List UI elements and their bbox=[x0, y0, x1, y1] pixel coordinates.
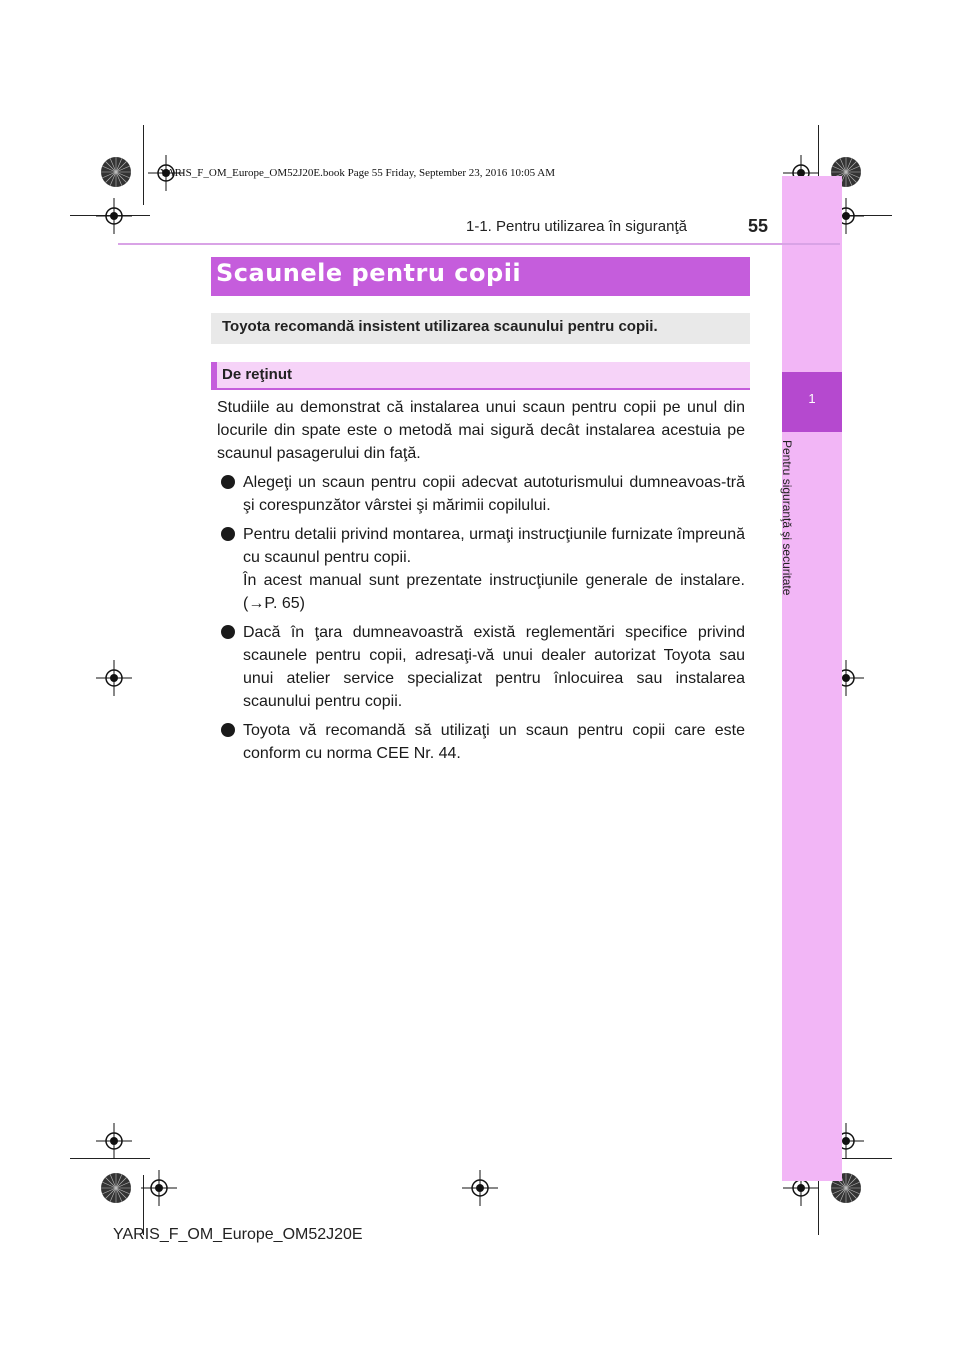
list-item bbox=[217, 471, 745, 517]
print-header: YARIS_F_OM_Europe_OM52J20E.book Page 55 Friday, September 23, 2016 10:05 AM bbox=[160, 167, 555, 179]
page-number: 55 bbox=[748, 216, 769, 236]
bullet-icon bbox=[221, 723, 235, 737]
chapter-title-text: Pentru siguranţă şi securitate bbox=[780, 440, 794, 596]
starburst-mark-icon bbox=[100, 1172, 132, 1204]
bullet-icon bbox=[221, 475, 235, 489]
list-item bbox=[217, 621, 745, 713]
label-rule bbox=[211, 388, 750, 390]
label-heading: De reţinut bbox=[222, 366, 293, 383]
page-title: Scaunele pentru copii bbox=[216, 259, 522, 287]
footer-code: YARIS_F_OM_Europe_OM52J20E bbox=[113, 1226, 363, 1243]
label-accent bbox=[211, 362, 217, 389]
registration-mark-icon bbox=[141, 1170, 177, 1206]
crop-mark bbox=[143, 125, 144, 205]
starburst-mark-icon bbox=[100, 156, 132, 188]
list-item bbox=[217, 523, 745, 615]
bullet-icon bbox=[221, 625, 235, 639]
bullet-text: Alegeţi un scaun pentru copii adecvat autoturismului dumneavoas-tră şi corespunzător vârstei şi mărimii copilului. bbox=[243, 474, 745, 514]
section-header: 1-1. Pentru utilizarea în siguranţă bbox=[466, 218, 687, 235]
header-rule bbox=[118, 243, 840, 245]
note-text: Toyota recomandă insistent utilizarea scaunului pentru copii. bbox=[222, 318, 658, 335]
registration-mark-icon bbox=[96, 660, 132, 696]
bullet-text: Pentru detalii privind montarea, urmaţi instrucţiunile furnizate împreună cu scaunul pentru copii. bbox=[243, 526, 745, 566]
bullet-extra: În acest manual sunt prezentate instrucţiunile generale de instalare. (→P. 65) bbox=[243, 572, 745, 612]
side-tab bbox=[782, 176, 842, 1181]
registration-mark-icon bbox=[462, 1170, 498, 1206]
bullet-text: Toyota vă recomandă să utilizaţi un scaun pentru copii care este conform cu norma CEE Nr. 44. bbox=[243, 722, 745, 762]
registration-mark-icon bbox=[96, 1123, 132, 1159]
chapter-number: 1 bbox=[808, 391, 816, 406]
registration-mark-icon bbox=[96, 198, 132, 234]
bullet-icon bbox=[221, 527, 235, 541]
list-item bbox=[217, 719, 745, 765]
body-text bbox=[217, 396, 745, 771]
chapter-title bbox=[780, 440, 804, 630]
bullet-text: Dacă în ţara dumneavoastră există reglementări specifice privind scaunele pentru copii, adresaţi-vă unui dealer autorizat Toyota sau unui atelier service specializat pentru înlocuirea sau instalarea scaunului pentru copii. bbox=[243, 624, 745, 710]
intro-paragraph: Studiile au demonstrat că instalarea unui scaun pentru copii pe unul din locurile din spate este o metodă mai sigură decât instalarea acestuia pe scaunul pasagerului din faţă. bbox=[217, 399, 745, 462]
